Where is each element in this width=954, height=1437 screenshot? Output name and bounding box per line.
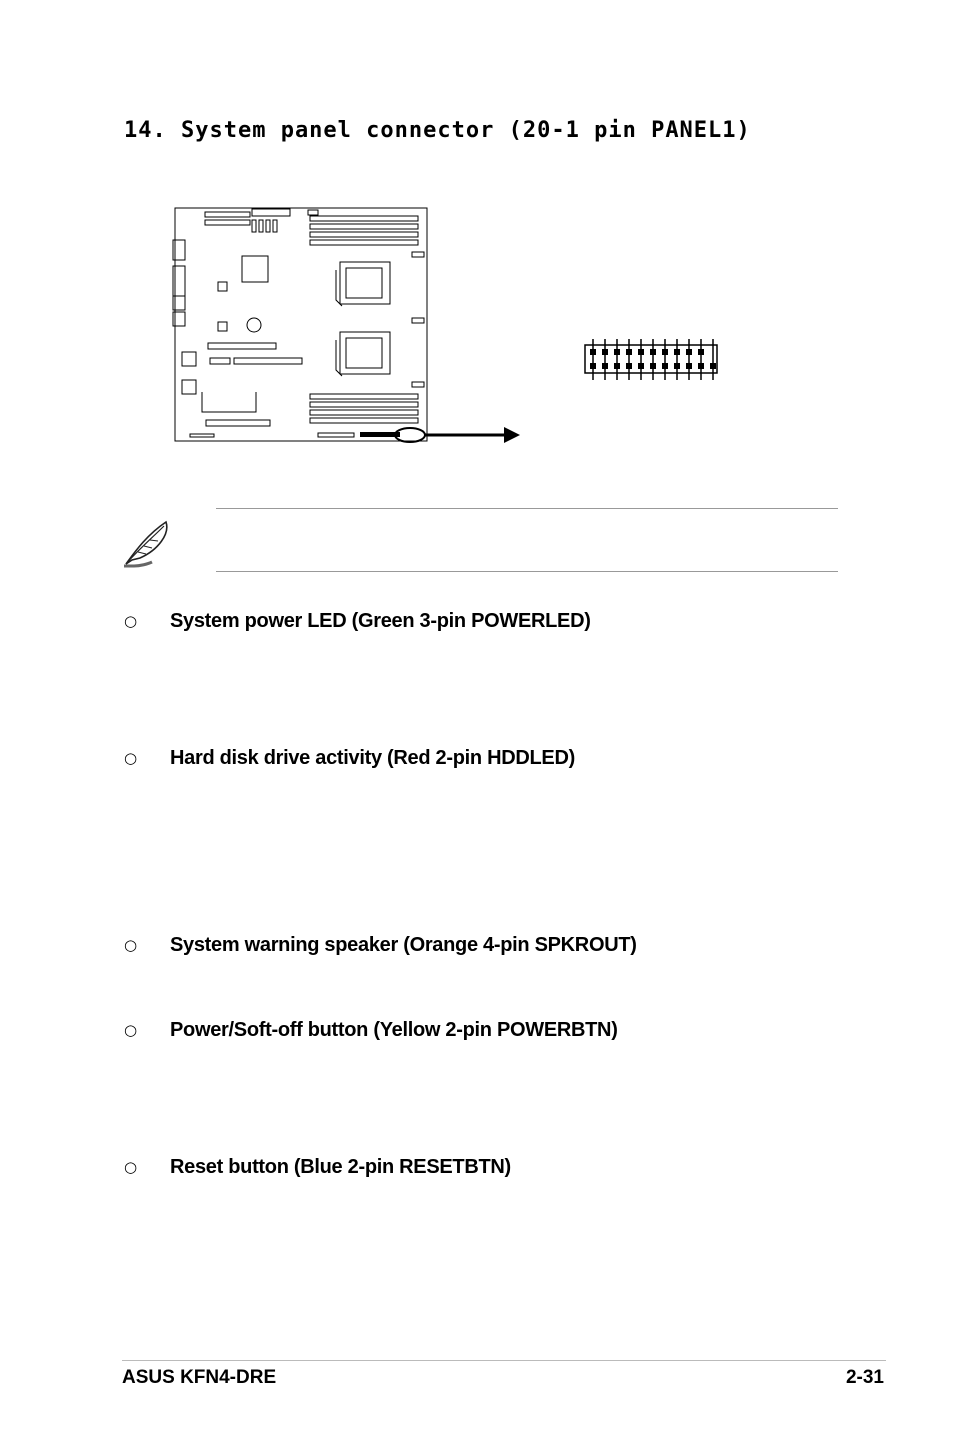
footer-rule	[122, 1360, 886, 1361]
footer-product: ASUS KFN4-DRE	[122, 1367, 277, 1388]
bullet-icon: ○	[124, 612, 138, 630]
item-label: System warning speaker (Orange 4-pin SPKROUT)	[170, 934, 637, 956]
note-top-rule	[216, 508, 838, 509]
panel1-pin-header	[578, 335, 728, 385]
section-title: 14. System panel connector (20-1 pin PANEL1)	[124, 118, 751, 143]
item-label: Hard disk drive activity (Red 2-pin HDDLED)	[170, 747, 575, 769]
bullet-icon: ○	[124, 1158, 138, 1176]
feather-pen-icon	[118, 516, 174, 572]
note-bottom-rule	[216, 571, 838, 572]
bullet-icon: ○	[124, 1021, 138, 1039]
motherboard-diagram	[160, 200, 540, 460]
bullet-icon: ○	[124, 749, 138, 767]
item-label: Power/Soft-off button (Yellow 2-pin POWERBTN)	[170, 1019, 618, 1041]
footer-page-number: 2-31	[845, 1367, 884, 1388]
item-label: Reset button (Blue 2-pin RESETBTN)	[170, 1156, 511, 1178]
bullet-icon: ○	[124, 936, 138, 954]
item-label: System power LED (Green 3-pin POWERLED)	[170, 610, 591, 632]
